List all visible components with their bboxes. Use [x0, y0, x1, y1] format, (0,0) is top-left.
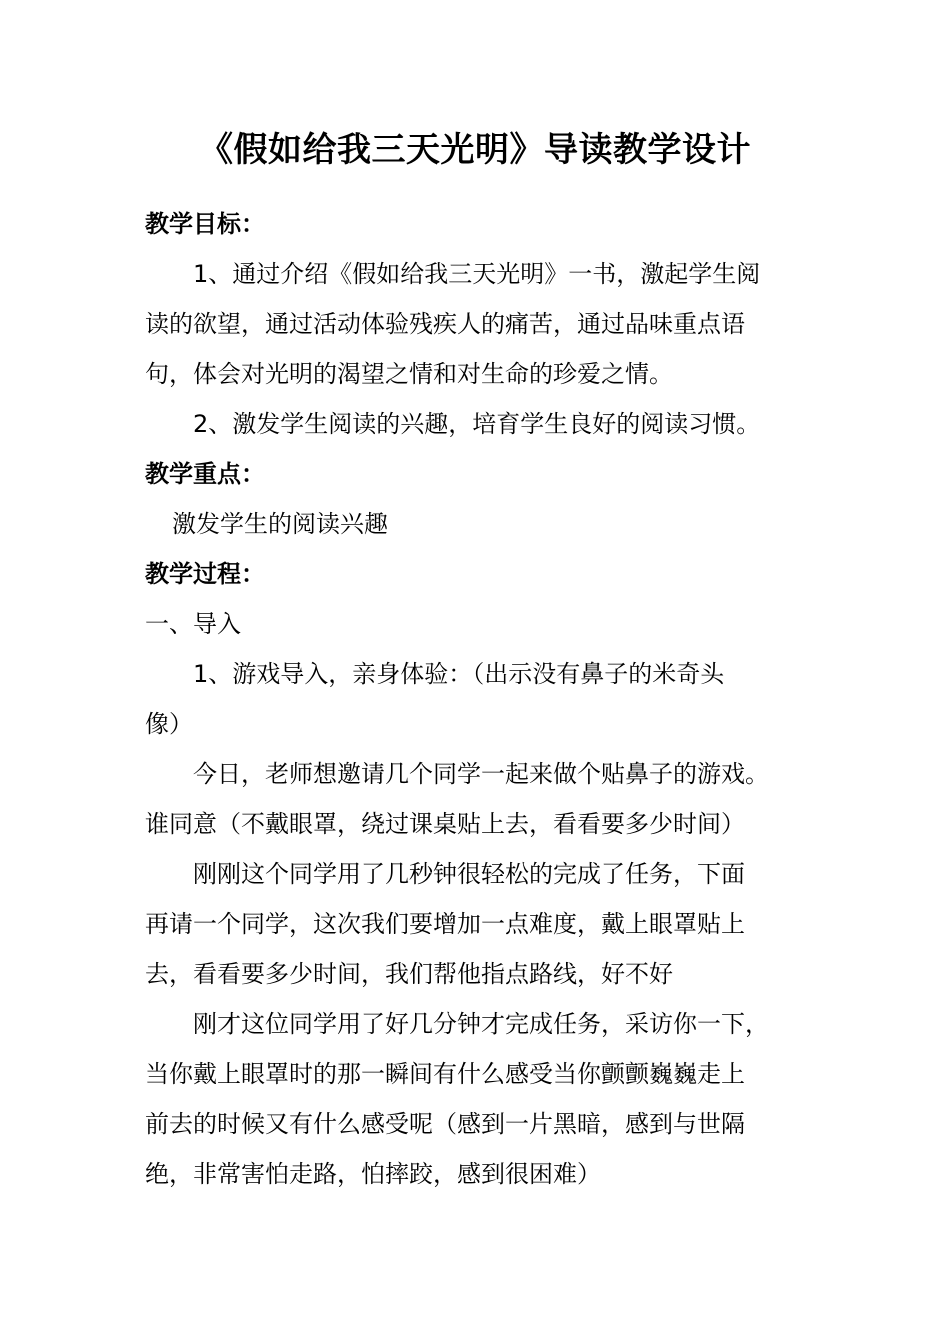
- paragraph-line: 今日，老师想邀请几个同学一起来做个贴鼻子的游戏。: [193, 760, 769, 788]
- heading-teaching-goals: 教学目标：: [145, 210, 265, 238]
- paragraph-line: 1、通过介绍《假如给我三天光明》一书，激起学生阅: [193, 260, 761, 288]
- paragraph-line: 刚才这位同学用了好几分钟才完成任务，采访你一下，: [193, 1010, 769, 1038]
- paragraph-line: 刚刚这个同学用了几秒钟很轻松的完成了任务，下面: [193, 860, 745, 888]
- paragraph-line: 前去的时候又有什么感受呢（感到一片黑暗，感到与世隔: [145, 1110, 745, 1138]
- paragraph-line: 当你戴上眼罩时的那一瞬间有什么感受当你颤颤巍巍走上: [145, 1060, 745, 1088]
- paragraph-line: 2、激发学生阅读的兴趣，培育学生良好的阅读习惯。: [193, 410, 761, 438]
- heading-teaching-focus: 教学重点：: [145, 460, 265, 488]
- paragraph-line: 句，体会对光明的渴望之情和对生命的珍爱之情。: [145, 360, 673, 388]
- section-heading-intro: 一、导入: [145, 610, 241, 638]
- paragraph-line: 读的欲望，通过活动体验残疾人的痛苦，通过品味重点语: [145, 310, 745, 338]
- paragraph-line: 激发学生的阅读兴趣: [172, 510, 388, 538]
- paragraph-line: 1、游戏导入，亲身体验：（出示没有鼻子的米奇头: [193, 660, 725, 688]
- document-title: 《假如给我三天光明》导读教学设计: [199, 130, 751, 170]
- paragraph-line: 像）: [145, 710, 193, 738]
- paragraph-line: 再请一个同学，这次我们要增加一点难度，戴上眼罩贴上: [145, 910, 745, 938]
- paragraph-line: 去，看看要多少时间，我们帮他指点路线，好不好: [145, 960, 673, 988]
- paragraph-line: 绝，非常害怕走路，怕摔跤，感到很困难）: [145, 1160, 601, 1188]
- heading-teaching-process: 教学过程：: [145, 560, 265, 588]
- paragraph-line: 谁同意（不戴眼罩，绕过课桌贴上去，看看要多少时间）: [145, 810, 745, 838]
